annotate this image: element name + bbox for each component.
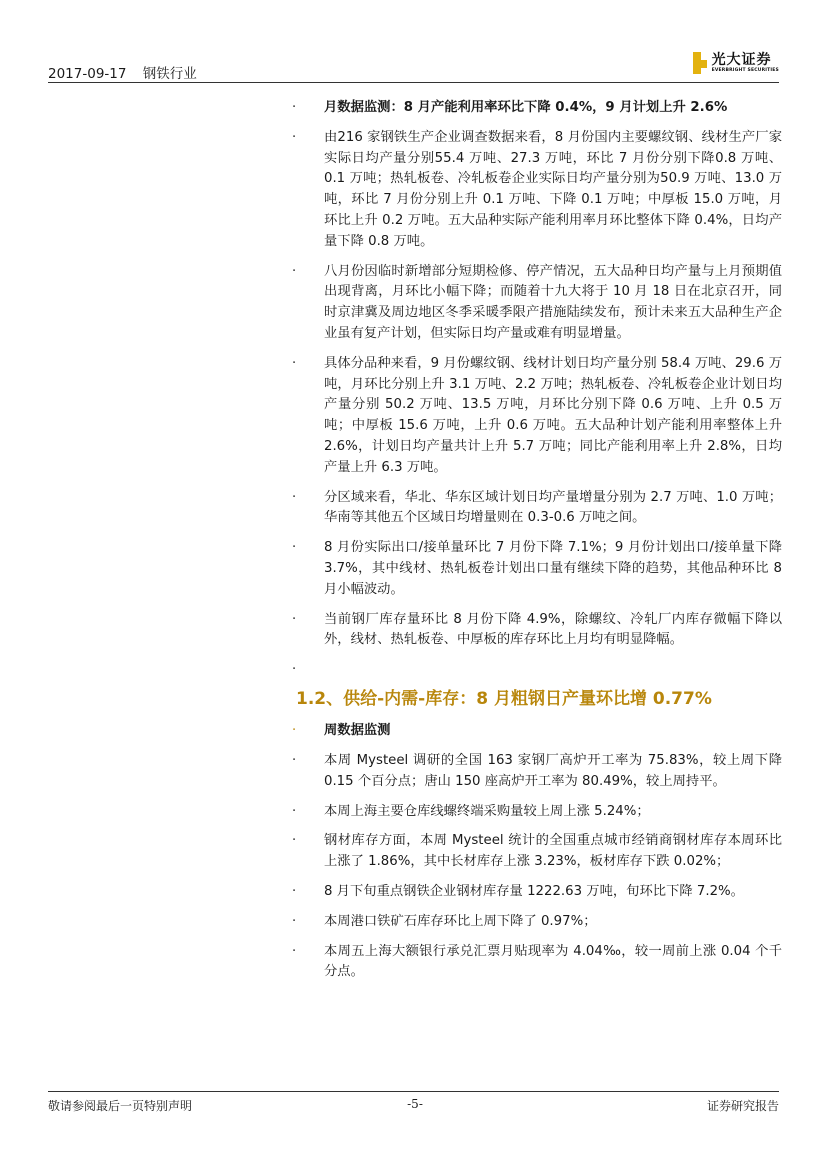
monthly-paragraph: · 当前钢厂库存量环比 8 月份下降 4.9%，除螺纹、冷轧厂内库存微幅下降以外，线材、热轧板卷、中厚板的库存环比上月均有明显降幅。 [292,611,782,648]
company-logo [693,50,779,76]
bullet-icon: · [292,611,297,627]
header-divider [48,82,779,83]
bullet-icon: · [292,540,297,556]
bullet-icon: · [292,913,297,929]
bullet-icon: · [292,752,297,768]
weekly-paragraph: · 本周五上海大额银行承兑汇票月贴现率为 4.04‰，较一周前上涨 0.04 个千分点。 [292,943,782,980]
bullet-icon: · [292,129,297,145]
main-content [292,98,782,992]
weekly-paragraph: · 本周 Mysteel 调研的全国 163 家钢厂高炉开工率为 75.83%，较上周下降 0.15 个百分点；唐山 150 座高炉开工率为 80.49%，较上周持平。 [292,752,782,789]
weekly-paragraph: · 8 月下旬重点钢铁企业钢材库存量 1222.63 万吨，旬环比下降 7.2%。 [292,882,782,903]
page-number: -5- [407,1097,423,1111]
report-date: 2017-09-17 [48,66,127,82]
weekly-heading: · 周数据监测 [292,721,782,742]
bullet-icon: · [292,803,297,819]
report-type: 证券研究报告 [706,1099,779,1113]
bullet-icon: · [292,355,297,371]
section-title: 1.2、供给-内需-库存：8 月粗钢日产量环比增 0.77% [296,689,712,710]
empty-bullet [292,660,782,678]
bullet-icon: · [292,723,297,739]
disclaimer-note: 敬请参阅最后一页特别声明 [48,1099,193,1113]
monthly-paragraph: · 具体分品种来看，9 月份螺纹钢、线材计划日均产量分别 58.4 万吨、29.6 万吨，月环比分别上升 3.1 万吨、2.2 万吨；热轧板卷、冷轧板卷企业计划日均产量分别 50.2 万吨、13.5 万吨，月环比分别下降 0.6 万吨、上升 0.5 万吨；中厚板 15.6 万吨，上升 0.6 万吨。五大品种计划产能利用率整体上升 2.6%，计划日均产量共计上升 5.7 万吨；同比产能利用率上升 2.8%，日均产量上升 6.3 万吨。 [292,355,782,475]
logo-mark-icon [693,52,707,74]
bullet-icon: · [292,662,297,678]
weekly-paragraph: · 钢材库存方面，本周 Mysteel 统计的全国重点城市经销商钢材库存本周环比上涨了 1.86%，其中长材库存上涨 3.23%，板材库存下跌 0.02%； [292,833,782,870]
bullet-icon: · [292,100,297,115]
report-industry: 钢铁行业 [142,66,197,82]
bullet-icon: · [292,263,297,279]
monthly-paragraph: · 由216 家钢铁生产企业调查数据来看，8 月份国内主要螺纹钢、线材生产厂家实际日均产量分别55.4 万吨、27.3 万吨，环比 7 月份分别下降0.8 万吨、0.1 万吨；热轧板卷、冷轧板卷企业实际日均产量分别为50.9 万吨、13.0 万吨，环比 7 月份分别上升 0.1 万吨、下降 0.1 万吨；中厚板 15.0 万吨，月环比上升 0.2 万吨。五大品种实际产能利用率月环比整体下降 0.4%，日均产量下降 0.8 万吨。 [292,129,782,249]
logo-name-en: EVERBRIGHT SECURITIES [711,67,779,73]
header-meta [48,62,209,82]
weekly-paragraph: · 本周上海主要仓库线螺终端采购量较上周上涨 5.24%； [292,802,782,823]
monthly-paragraph: · 8 月份实际出口/接单量环比 7 月份下降 7.1%；9 月份计划出口/接单量下降 3.7%，其中线材、热轧板卷计划出口量有继续下降的趋势，其他品种环比 8 月小幅波动。 [292,540,782,597]
monthly-heading: · 月数据监测：8 月产能利用率环比下降 0.4%，9 月计划上升 2.6% [292,98,782,119]
page-footer [48,1097,779,1115]
bullet-icon: · [292,833,297,849]
bullet-icon: · [292,883,297,899]
bullet-icon: · [292,943,297,959]
logo-name-cn: 光大证券 [711,51,772,68]
bullet-icon: · [292,489,297,505]
weekly-paragraph: · 本周港口铁矿石库存环比上周下降了 0.97%； [292,912,782,933]
monthly-paragraph: · 八月份因临时新增部分短期检修、停产情况，五大品种日均产量与上月预期值出现背离，月环比小幅下降；而随着十九大将于 10 月 18 日在北京召开，同时京津冀及周边地区冬季采暖季限产措施陆续发布，预计未来五大品种生产企业虽有复产计划，但实际日均产量或难有明显增量。 [292,263,782,341]
monthly-paragraph: · 分区域来看，华北、华东区域计划日均产量增量分别为 2.7 万吨、1.0 万吨；华南等其他五个区域日均增量则在 0.3-0.6 万吨之间。 [292,489,782,526]
footer-divider [48,1091,779,1092]
page-header [48,48,779,80]
